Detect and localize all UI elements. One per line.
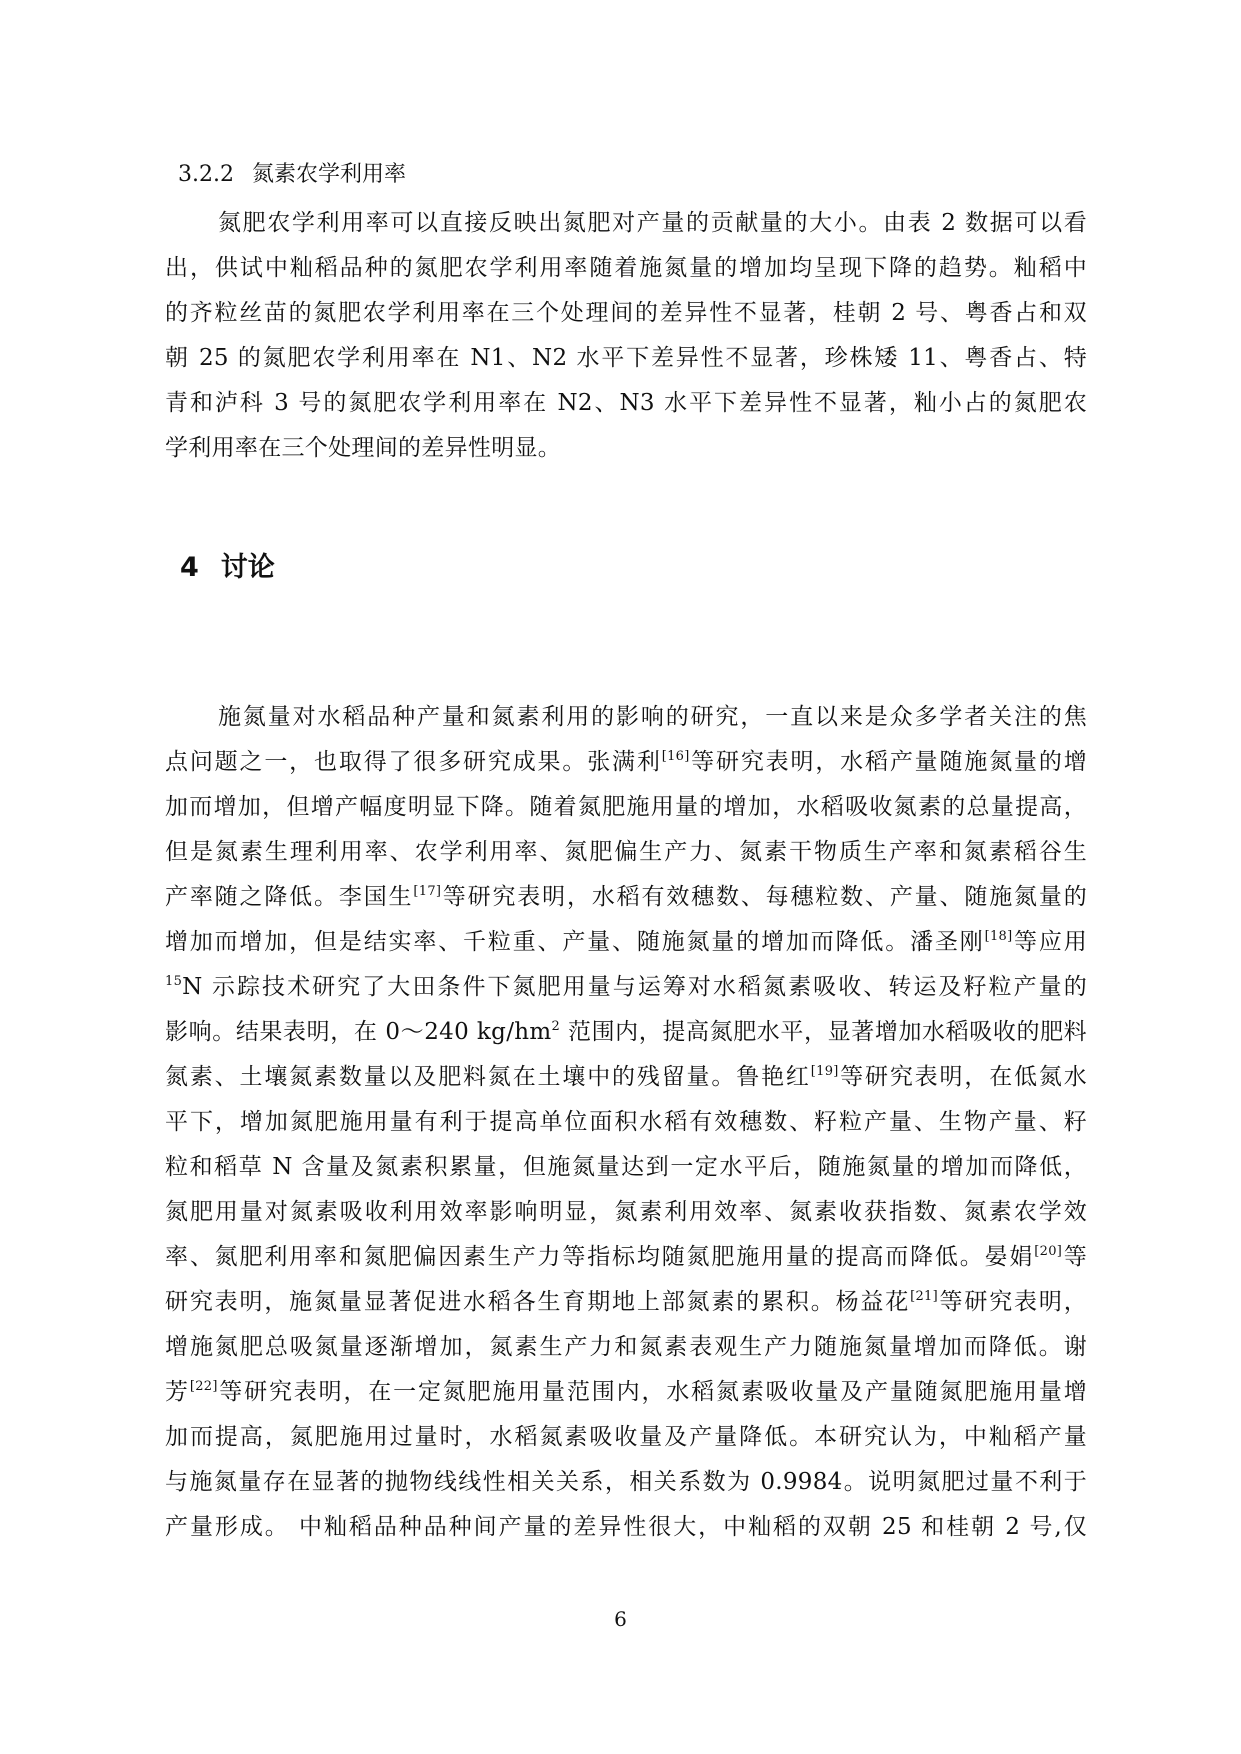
paragraph-line: 产量形成。 中籼稻品种品种间产量的差异性很大，中籼稻的双朝 25 和桂朝 2 号,仅 <box>165 1514 1087 1540</box>
paragraph-line: 研究表明，施氮量显著促进水稻各生育期地上部氮素的累积。杨益花[21]等研究表明， <box>165 1289 1088 1315</box>
paragraph-line: 的齐粒丝苗的氮肥农学利用率在三个处理间的差异性不显著，桂朝 2 号、粤香占和双 <box>165 300 1087 326</box>
paragraph-line: 加而增加，但增产幅度明显下降。随着氮肥施用量的增加，水稻吸收氮素的总量提高， <box>165 794 1087 820</box>
paragraph-line: 氮素、土壤氮素数量以及肥料氮在土壤中的残留量。鲁艳红[19]等研究表明，在低氮水 <box>165 1064 1088 1090</box>
unit-superscript: 2 <box>551 1019 561 1034</box>
paragraph-line: 施氮量对水稻品种产量和氮素利用的影响的研究，一直以来是众多学者关注的焦 <box>218 704 1087 730</box>
paragraph-line: 产率随之降低。李国生[17]等研究表明，水稻有效穗数、每穗粒数、产量、随施氮量的 <box>165 884 1088 910</box>
citation: [17] <box>413 884 442 899</box>
paragraph-line: 加而提高，氮肥施用过量时，水稻氮素吸收量及产量降低。本研究认为，中籼稻产量 <box>165 1424 1087 1450</box>
section-title: 氮素农学利用率 <box>251 162 406 187</box>
isotope-superscript: 15 <box>165 974 183 989</box>
section-title: 讨论 <box>220 552 275 583</box>
paragraph-line: 出，供试中籼稻品种的氮肥农学利用率随着施氮量的增加均呈现下降的趋势。籼稻中 <box>165 255 1087 281</box>
page-number: 6 <box>614 1607 627 1631</box>
paragraph-line: 氮肥用量对氮素吸收利用效率影响明显，氮素利用效率、氮素收获指数、氮素农学效 <box>165 1199 1087 1225</box>
paragraph-line: 芳[22]等研究表明，在一定氮肥施用量范围内，水稻氮素吸收量及产量随氮肥施用量增 <box>165 1379 1087 1405</box>
paragraph-line: 学利用率在三个处理间的差异性明显。 <box>165 435 562 461</box>
paragraph-line: 点问题之一，也取得了很多研究成果。张满利[16]等研究表明，水稻产量随施氮量的增 <box>165 749 1088 775</box>
paragraph-line: 与施氮量存在显著的抛物线线性相关关系，相关系数为 0.9984。说明氮肥过量不利于 <box>165 1469 1087 1495</box>
citation: [22] <box>189 1379 218 1394</box>
section-3-2-2-heading <box>178 160 406 190</box>
paragraph-line: 青和泸科 3 号的氮肥农学利用率在 N2、N3 水平下差异性不显著，籼小占的氮肥农 <box>165 390 1087 416</box>
paragraph-line: 但是氮素生理利用率、农学利用率、氮肥偏生产力、氮素干物质生产率和氮素稻谷生 <box>165 839 1087 865</box>
section-4-heading <box>180 551 275 585</box>
paragraph-line: 粒和稻草 N 含量及氮素积累量，但施氮量达到一定水平后，随施氮量的增加而降低， <box>165 1154 1087 1180</box>
paragraph-line: 增加而增加，但是结实率、千粒重、产量、随施氮量的增加而降低。潘圣刚[18]等应用 <box>165 929 1087 955</box>
paragraph-line: 增施氮肥总吸氮量逐渐增加，氮素生产力和氮素表观生产力随施氮量增加而降低。谢 <box>165 1334 1087 1360</box>
citation: [19] <box>810 1064 839 1079</box>
citation: [21] <box>910 1289 938 1304</box>
paragraph-line: 平下，增加氮肥施用量有利于提高单位面积水稻有效穗数、籽粒产量、生物产量、籽 <box>165 1109 1087 1135</box>
citation: [20] <box>1034 1244 1063 1259</box>
citation: [16] <box>661 749 690 764</box>
section-number: 4 <box>180 552 199 583</box>
citation: [18] <box>984 929 1013 944</box>
paragraph-line: 影响。结果表明，在 0～240 $kg/hm^2$ 范围内，提高氮肥水平，显著增加水稻吸收的肥料 <box>165 1019 1087 1045</box>
paragraph-line: 率、氮肥利用率和氮肥偏因素生产力等指标均随氮肥施用量的提高而降低。晏娟[20]等 <box>165 1244 1087 1270</box>
paragraph-line: $^{15}$N 示踪技术研究了大田条件下氮肥用量与运筹对水稻氮素吸收、转运及籽粒产量的 <box>165 974 1087 1000</box>
paragraph-line: 朝 25 的氮肥农学利用率在 N1、N2 水平下差异性不显著，珍株矮 11、粤香占、特 <box>165 345 1087 371</box>
section-number: 3.2.2 <box>178 162 234 187</box>
paragraph-line: 氮肥农学利用率可以直接反映出氮肥对产量的贡献量的大小。由表 2 数据可以看 <box>218 210 1087 236</box>
